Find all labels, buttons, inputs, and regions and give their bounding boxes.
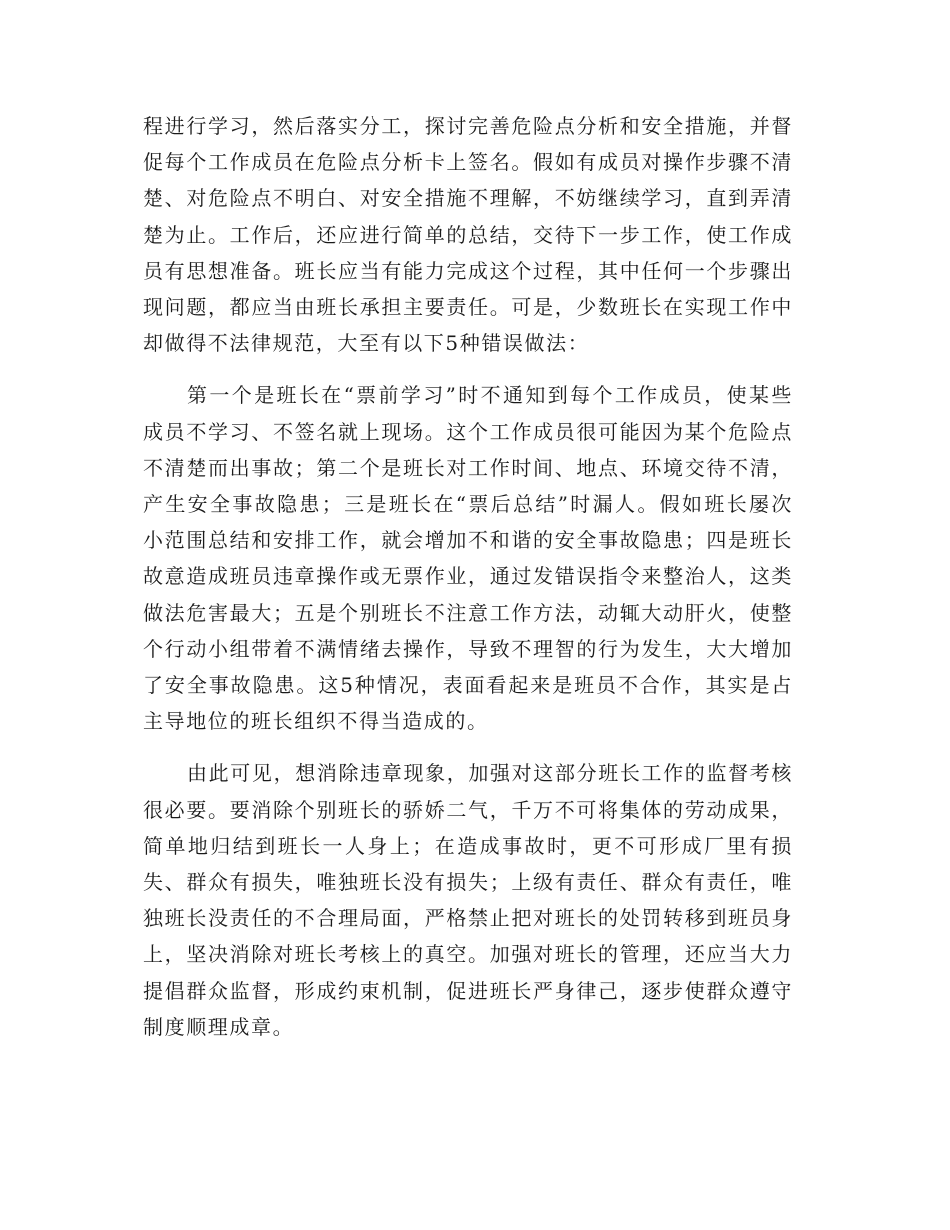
paragraph-1: 程进行学习，然后落实分工，探讨完善危险点分析和安全措施，并督促每个工作成员在危险点分析卡上签名。假如有成员对操作步骤不清楚、对危险点不明白、对安全措施不理解，不妨继续学习，直到弄清楚为止。工作后，还应进行简单的总结，交待下一步工作，使工作成员有思想准备。班长应当有能力完成这个过程，其中任何一个步骤出现问题，都应当由班长承担主要责任。可是，少数班长在实现工作中却做得不法律规范，大至有以下5种错误做法： — [143, 114, 793, 356]
document-body — [143, 108, 793, 1061]
paragraph-3: 由此可见，想消除违章现象，加强对这部分班长工作的监督考核很必要。要消除个别班长的骄娇二气，千万不可将集体的劳动成果，简单地归结到班长一人身上；在造成事故时，更不可形成厂里有损失、群众有损失，唯独班长没有损失；上级有责任、群众有责任，唯独班长没责任的不合理局面，严格禁止把对班长的处罚转移到班员身上，坚决消除对班长考核上的真空。加强对班长的管理，还应当大力提倡群众监督，形成约束机制，促进班长严身律己，逐步使群众遵守制度顺理成章。 — [143, 761, 793, 1039]
paragraph-2: 第一个是班长在“票前学习”时不通知到每个工作成员，使某些成员不学习、不签名就上现场。这个工作成员很可能因为某个危险点不清楚而出事故；第二个是班长对工作时间、地点、环境交待不清，产生安全事故隐患；三是班长在“票后总结”时漏人。假如班长屡次小范围总结和安排工作，就会增加不和谐的安全事故隐患；四是班长故意造成班员违章操作或无票作业，通过发错误指令来整治人，这类做法危害最大；五是个别班长不注意工作方法，动辄大动肝火，使整个行动小组带着不满情绪去操作，导致不理智的行为发生，大大增加了安全事故隐患。这5种情况，表面看起来是班员不合作，其实是占主导地位的班长组织不得当造成的。 — [143, 383, 793, 734]
